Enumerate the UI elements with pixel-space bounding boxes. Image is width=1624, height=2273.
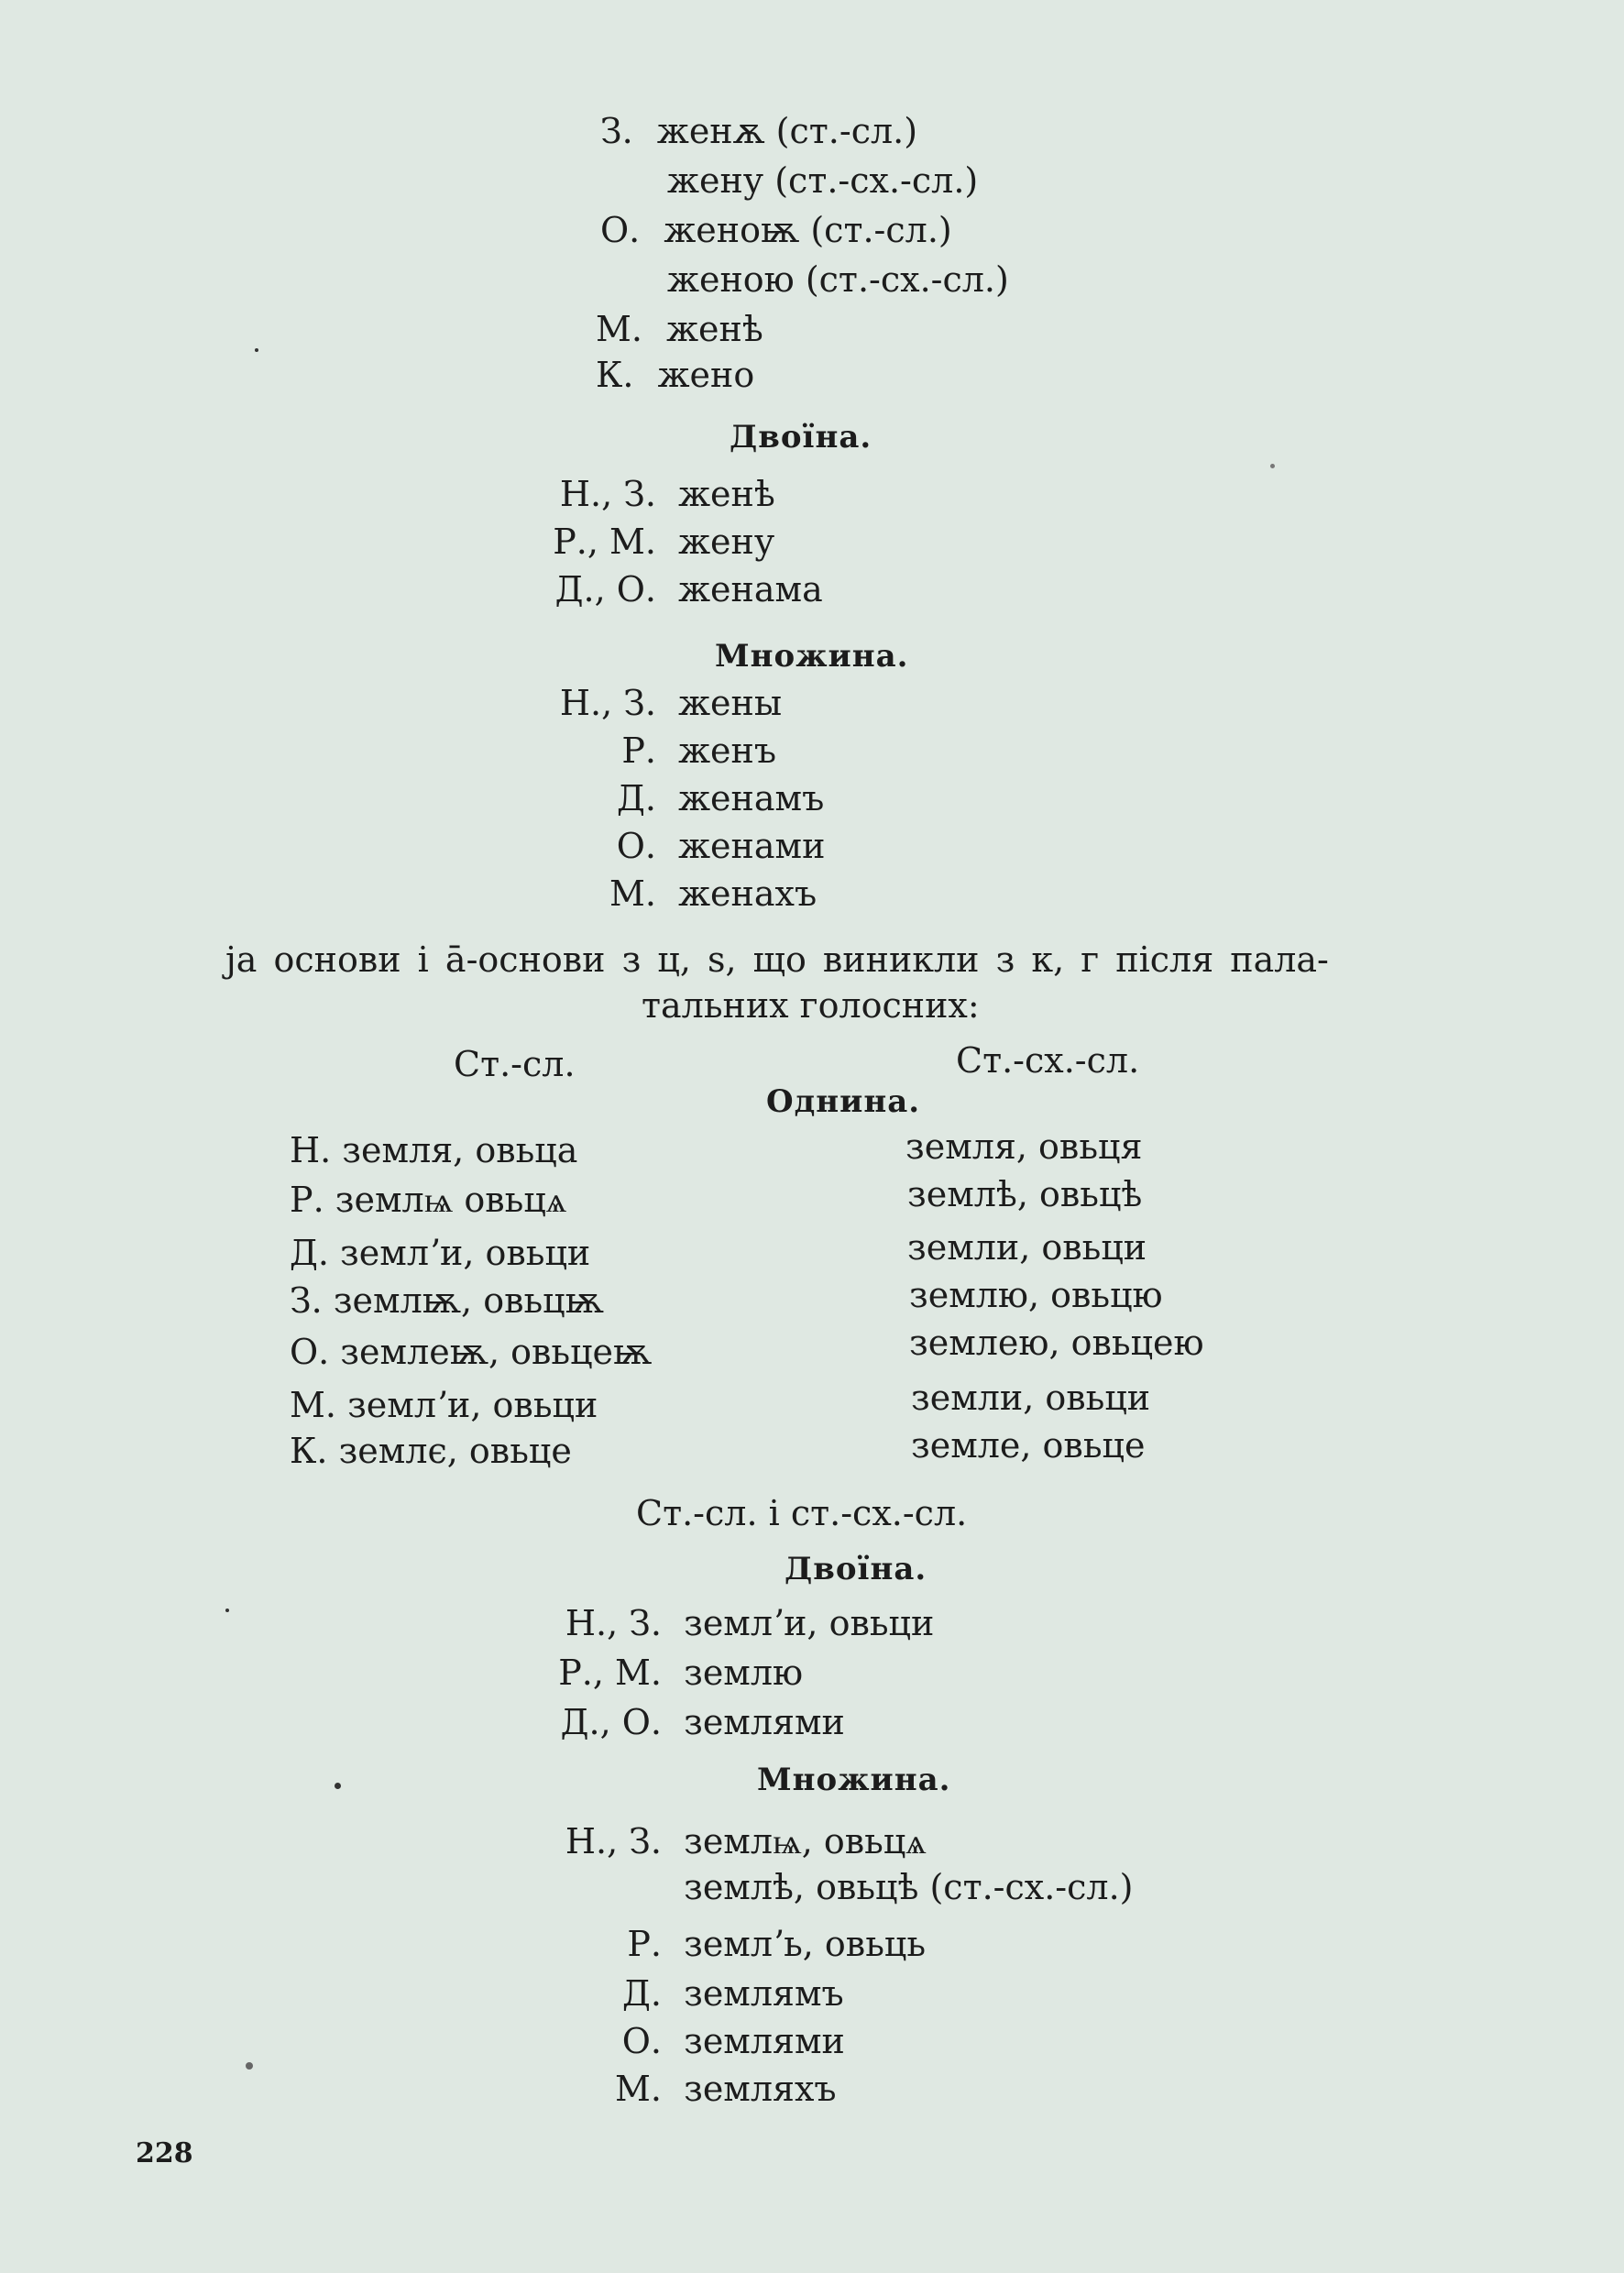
- case-label: Р., М.: [558, 1653, 662, 1693]
- case-row: [510, 1866, 1133, 1908]
- case-row: [596, 308, 763, 350]
- case-label: Р., М.: [553, 522, 656, 562]
- case-label: Д.: [617, 778, 656, 818]
- case-form: землѩ, овьцѧ: [684, 1821, 927, 1861]
- case-row: [510, 521, 774, 563]
- case-form: землʼь, овьць: [684, 1924, 927, 1964]
- common-heading: Ст.-сл. і ст.-сх.-сл.: [636, 1493, 968, 1533]
- case-form: женоѭ (ст.-сл.): [664, 210, 952, 250]
- table-right-cell: земле, овьце: [911, 1425, 1146, 1466]
- case-label: М.: [596, 309, 642, 349]
- table-right-cell: земли, овьци: [907, 1227, 1147, 1268]
- case-form: женамъ: [678, 778, 825, 818]
- case-label: Д., О.: [560, 1702, 662, 1742]
- case-form: женѣ: [666, 309, 763, 349]
- case-row: [667, 159, 978, 202]
- case-label: Н., З.: [559, 683, 656, 723]
- table-right-cell: земли, овьци: [911, 1378, 1151, 1418]
- case-row: [510, 1701, 845, 1743]
- case-row: [510, 873, 817, 915]
- case-form: жену (ст.-сх.-сл.): [667, 160, 979, 201]
- section-heading: Двоїна.: [730, 419, 872, 456]
- case-form: землямъ: [684, 1973, 844, 2014]
- case-label: О.: [600, 210, 641, 250]
- column-header-left: Ст.-сл.: [454, 1044, 576, 1084]
- case-row: [600, 209, 952, 251]
- page-number: 228: [136, 2137, 193, 2169]
- case-form: жену: [678, 522, 775, 562]
- case-row: [600, 110, 917, 152]
- table-right-cell: земля, овьця: [905, 1126, 1143, 1167]
- case-row: [510, 1972, 844, 2015]
- table-left-cell: М. землʼи, овьци: [290, 1385, 598, 1425]
- section-heading: Множина.: [757, 1762, 951, 1798]
- intro-line: ja основи і ā-основи з ц, ѕ, що виникли з к, г після пала-: [225, 939, 1329, 980]
- scan-speck: [246, 2062, 253, 2070]
- case-form: женама: [678, 569, 823, 609]
- case-row: [510, 825, 825, 867]
- table-left-cell: О. землеѭ, овьцеѭ: [290, 1332, 653, 1372]
- case-label: Р.: [621, 730, 656, 771]
- case-row: [510, 2020, 845, 2062]
- table-right-cell: землѣ, овьцѣ: [907, 1174, 1143, 1214]
- case-form: земляхъ: [684, 2069, 837, 2109]
- table-left-cell: Р. землѩ овьцѧ: [290, 1180, 567, 1220]
- intro-line: тальних голосних:: [642, 985, 980, 1026]
- case-form: женахъ: [678, 873, 817, 914]
- scan-speck: [255, 348, 258, 352]
- scan-speck: [335, 1783, 341, 1789]
- case-form: женою (ст.-сх.-сл.): [667, 259, 1009, 300]
- table-right-cell: землю, овьцю: [909, 1275, 1163, 1315]
- case-form: землями: [684, 2021, 845, 2061]
- table-left-cell: З. землѭ, овьцѭ: [290, 1280, 604, 1321]
- case-label: О.: [621, 2021, 662, 2061]
- case-label: Д., О.: [554, 569, 656, 609]
- case-form: жены: [678, 683, 783, 723]
- table-left-cell: Д. землʼи, овьци: [290, 1233, 591, 1273]
- case-form: землѣ, овьцѣ (ст.-сх.-сл.): [684, 1867, 1134, 1907]
- case-label: Н., З.: [559, 474, 656, 514]
- scan-speck: [225, 1609, 229, 1612]
- section-heading: Множина.: [715, 638, 909, 675]
- case-form: женами: [678, 826, 826, 866]
- case-form: землю: [684, 1653, 804, 1693]
- case-form: землями: [684, 1702, 845, 1742]
- case-form: жено: [657, 355, 755, 395]
- case-form: женѣ: [678, 474, 775, 514]
- case-label: Н., З.: [565, 1603, 662, 1643]
- case-row: [667, 258, 1009, 301]
- case-row: [510, 777, 824, 819]
- case-row: [510, 682, 782, 724]
- case-row: [510, 2068, 837, 2110]
- scan-speck: [1270, 464, 1275, 468]
- section-heading: Однина.: [766, 1083, 921, 1120]
- case-label: М.: [615, 2069, 662, 2109]
- case-label: Н., З.: [565, 1821, 662, 1861]
- case-form: женъ: [678, 730, 777, 771]
- table-left-cell: Н. земля, овьца: [290, 1130, 578, 1170]
- case-row: [510, 730, 776, 772]
- case-row: [596, 354, 754, 396]
- section-heading: Двоїна.: [785, 1551, 927, 1587]
- case-label: К.: [596, 355, 634, 395]
- case-label: Д.: [622, 1973, 662, 2014]
- case-label: М.: [609, 873, 656, 914]
- case-label: О.: [616, 826, 656, 866]
- column-header-right: Ст.-сх.-сл.: [956, 1040, 1140, 1081]
- case-label: Р.: [627, 1924, 662, 1964]
- case-row: [510, 1602, 934, 1644]
- case-row: [510, 1820, 927, 1862]
- case-label: З.: [600, 111, 633, 151]
- case-row: [510, 1923, 926, 1965]
- case-row: [510, 473, 775, 515]
- case-form: женѫ (ст.-сл.): [656, 111, 918, 151]
- case-row: [510, 568, 823, 610]
- case-form: землʼи, овьци: [684, 1603, 935, 1643]
- table-left-cell: К. землє, овьце: [290, 1431, 572, 1471]
- table-right-cell: землею, овьцею: [909, 1323, 1204, 1363]
- case-row: [510, 1652, 803, 1694]
